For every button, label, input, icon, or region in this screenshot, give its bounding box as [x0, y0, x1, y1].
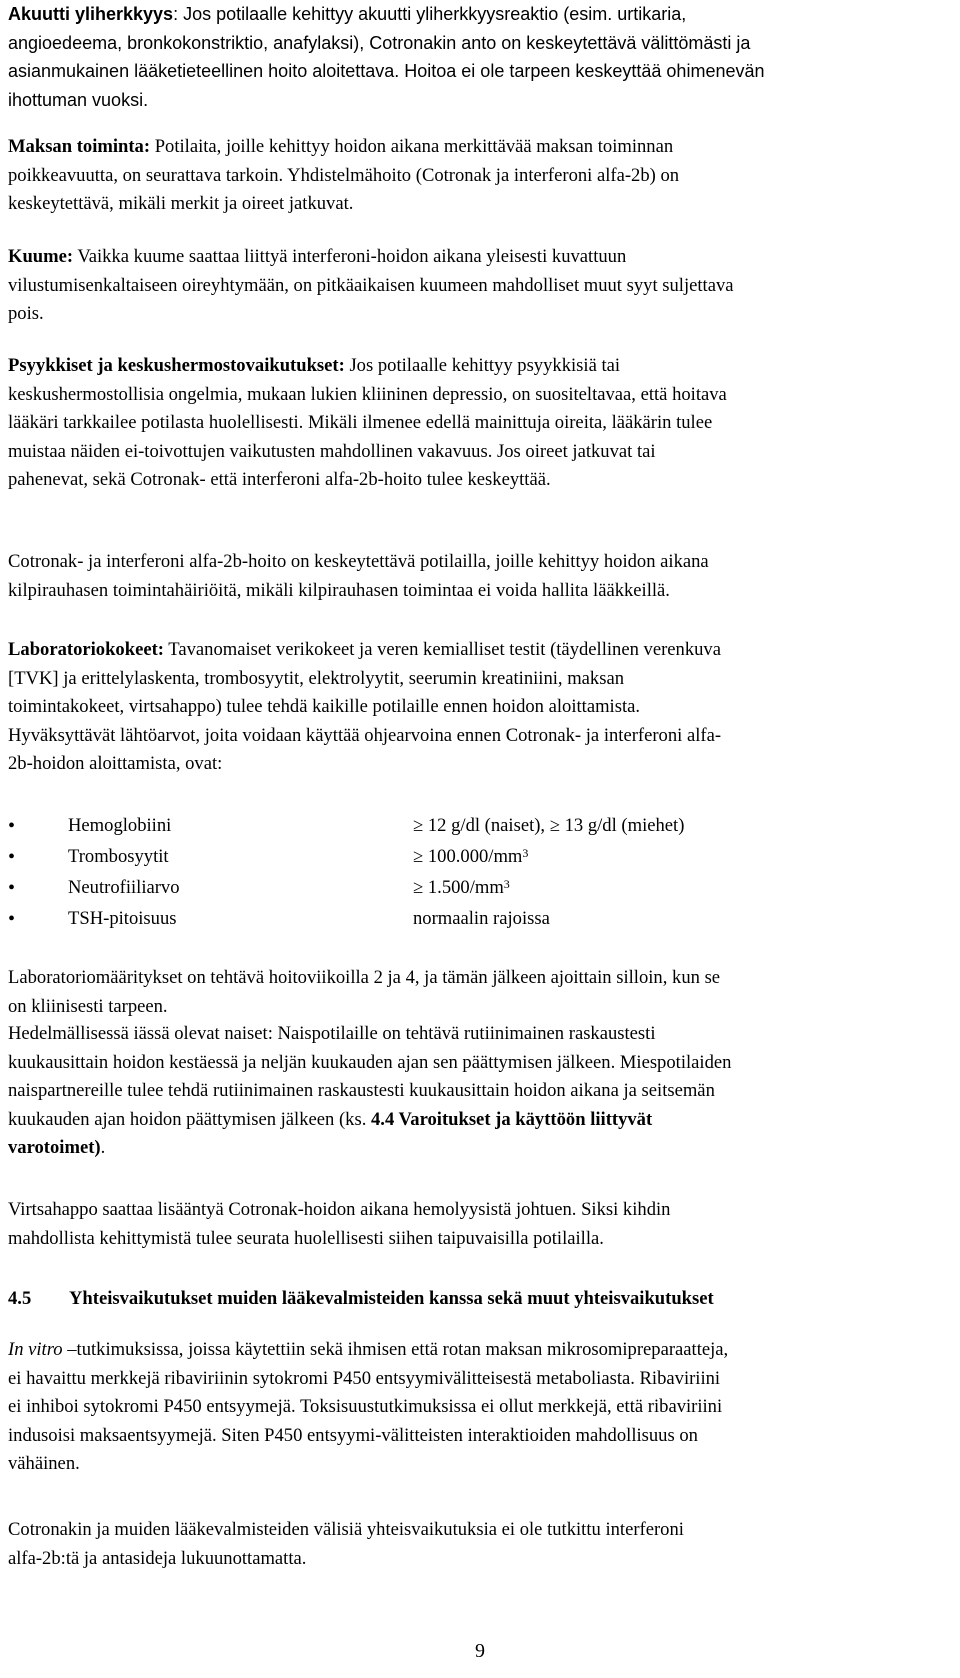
paragraph-thyroid: Cotronak- ja interferoni alfa-2b-hoito on keskeytettävä potilailla, joille kehittyy hoidon aikana kilpirauhasen toimintahäiriöitä, mikäli kilpirauhasen toimintaa ei voida hallita lääkkeillä. — [8, 551, 709, 601]
in-vitro-italic: In vitro — [8, 1339, 63, 1360]
lab-value: normaalin rajoissa — [413, 908, 550, 929]
bullet: • — [8, 877, 16, 899]
label-psychiatric: Psyykkiset ja keskushermostovaikutukset: — [8, 355, 345, 376]
paragraph-liver-function: Maksan toiminta: Potilaita, joille kehittyy hoidon aikana merkittävää maksan toiminnan poikkeavuutta, on seurattava tarkoin. Yhdistelmähoito (Cotronak ja interferoni alfa-2b) on keskeytettävä, mikäli merkit ja oireet jatkuvat. — [8, 136, 680, 214]
paragraph-laboratory-tests: Laboratoriokokeet: Tavanomaiset verikokeet ja veren kemialliset testit (täydellinen verenkuva [TVK] ja erittelylaskenta, trombosyytit, elektrolyytit, seerumin kreatiniini, maksan toimintakokeet, virtsahappo) tulee tehdä kaikille potilaille ennen hoidon aloittamista. Hyväksyttävät lähtöarvot, joita voidaan käyttää ohjearvoina ennen Cotronak- ja interferoni alfa- 2b-hoidon aloittamista, ovat: — [8, 639, 722, 774]
section-number: 4.5 — [8, 1288, 32, 1309]
bullet: • — [8, 815, 16, 837]
lab-name: Neutrofiiliarvo — [68, 877, 180, 898]
paragraph-in-vitro: In vitro –tutkimuksissa, joissa käytettiin sekä ihmisen että rotan maksan mikrosomipreparaatteja, ei havaittu merkkejä ribaviriinin sytokromi P450 entsyymivälitteisestä metaboliasta. Ribaviriini ei inhiboi sytokromi P450 entsyymejä. Toksisuustutkimuksissa ei ollut merkkejä, että ribaviriini indusoisi maksaentsyymejä. Siten P450 entsyymi-välitteisten interaktioiden mahdollisuus on vähäinen. — [8, 1339, 729, 1474]
lab-name: Hemoglobiini — [68, 815, 172, 836]
lab-name: Trombosyytit — [68, 846, 169, 867]
lab-name: TSH-pitoisuus — [68, 908, 177, 929]
label-liver-function: Maksan toiminta: — [8, 136, 151, 157]
section-reference: 4.4 Varoitukset ja käyttöön liittyvät — [371, 1108, 653, 1130]
bullet: • — [8, 908, 16, 930]
lab-value: ≥ 12 g/dl (naiset), ≥ 13 g/dl (miehet) — [413, 815, 685, 836]
lab-value: ≥ $100.000/mm^3$ — [413, 846, 529, 867]
paragraph-uric-acid: Virtsahappo saattaa lisääntyä Cotronak-hoidon aikana hemolyysistä johtuen. Siksi kihdin mahdollista kehittymistä tulee seurata huolellisesti siihen taipuvaisilla potilailla. — [8, 1199, 671, 1249]
section-title: Yhteisvaikutukset muiden lääkevalmisteiden kanssa sekä muut yhteisvaikutukset — [69, 1288, 714, 1309]
section-heading — [8, 1285, 714, 1313]
label-hypersensitivity: Akuutti yliherkkyys — [8, 4, 174, 24]
paragraph-psychiatric: Psyykkiset ja keskushermostovaikutukset: Jos potilaalle kehittyy psyykkisiä tai keskushermostollisia ongelmia, mukaan lukien kliininen depressio, on suositeltavaa, että hoitava lääkäri tarkkailee potilasta huolellisesti. Mikäli ilmenee edellä mainittuja oireita, lääkärin tulee muistaa näiden ei-toivottujen vaikutusten mahdollinen vakavuus. Jos oireet jatkuvat tai pahenevat, sekä Cotronak- että interferoni alfa-2b-hoito tulee keskeyttää. — [8, 355, 727, 490]
label-laboratory-tests: Laboratoriokokeet: — [8, 639, 164, 660]
paragraph-fertile-women: Hedelmällisessä iässä olevat naiset: Naispotilaille on tehtävä rutiinimainen raskaustesti kuukausittain hoidon kestäessä ja neljän kuukauden ajan sen päättymisen jälkeen. Miespotilaiden naispartnereille tulee tehdä rutiinimainen raskaustesti kuukausittain hoidon aikana ja seitsemän kuukauden ajan hoidon päättymisen jälkeen (ks. 4.4 Varoitukset ja käyttöön liittyvät varotoimet). — [8, 1023, 732, 1158]
paragraph-hypersensitivity: Akuutti yliherkkyys: Jos potilaalle kehittyy akuutti yliherkkyysreaktio (esim. urtikaria, angioedeema, bronkokonstriktio, anafylaksi), Cotronakin anto on keskeytettävä välittömästi ja asianmukainen lääketieteellinen hoito aloitettava. Hoitoa ei ole tarpeen keskeyttää ohimenevän ihottuman vuoksi. — [8, 4, 765, 110]
bullet: • — [8, 846, 16, 868]
paragraph-lab-schedule: Laboratoriomääritykset on tehtävä hoitoviikoilla 2 ja 4, ja tämän jälkeen ajoittain silloin, kun se on kliinisesti tarpeen. — [8, 967, 721, 1017]
page-number: 9 — [475, 1640, 485, 1662]
paragraph-fever: Kuume: Vaikka kuume saattaa liittyä interferoni-hoidon aikana yleisesti kuvattuun vilustumisenkaltaiseen oireyhtymään, on pitkäaikaisen kuumeen mahdolliset muut syyt suljettava pois. — [8, 246, 734, 324]
label-fever: Kuume: — [8, 246, 74, 267]
lab-value: ≥ $1.500/mm^3$ — [413, 877, 510, 898]
paragraph-interactions-not-studied: Cotronakin ja muiden lääkevalmisteiden välisiä yhteisvaikutuksia ei ole tutkittu interferoni alfa-2b:tä ja antasideja lukuunottamatta. — [8, 1519, 684, 1569]
